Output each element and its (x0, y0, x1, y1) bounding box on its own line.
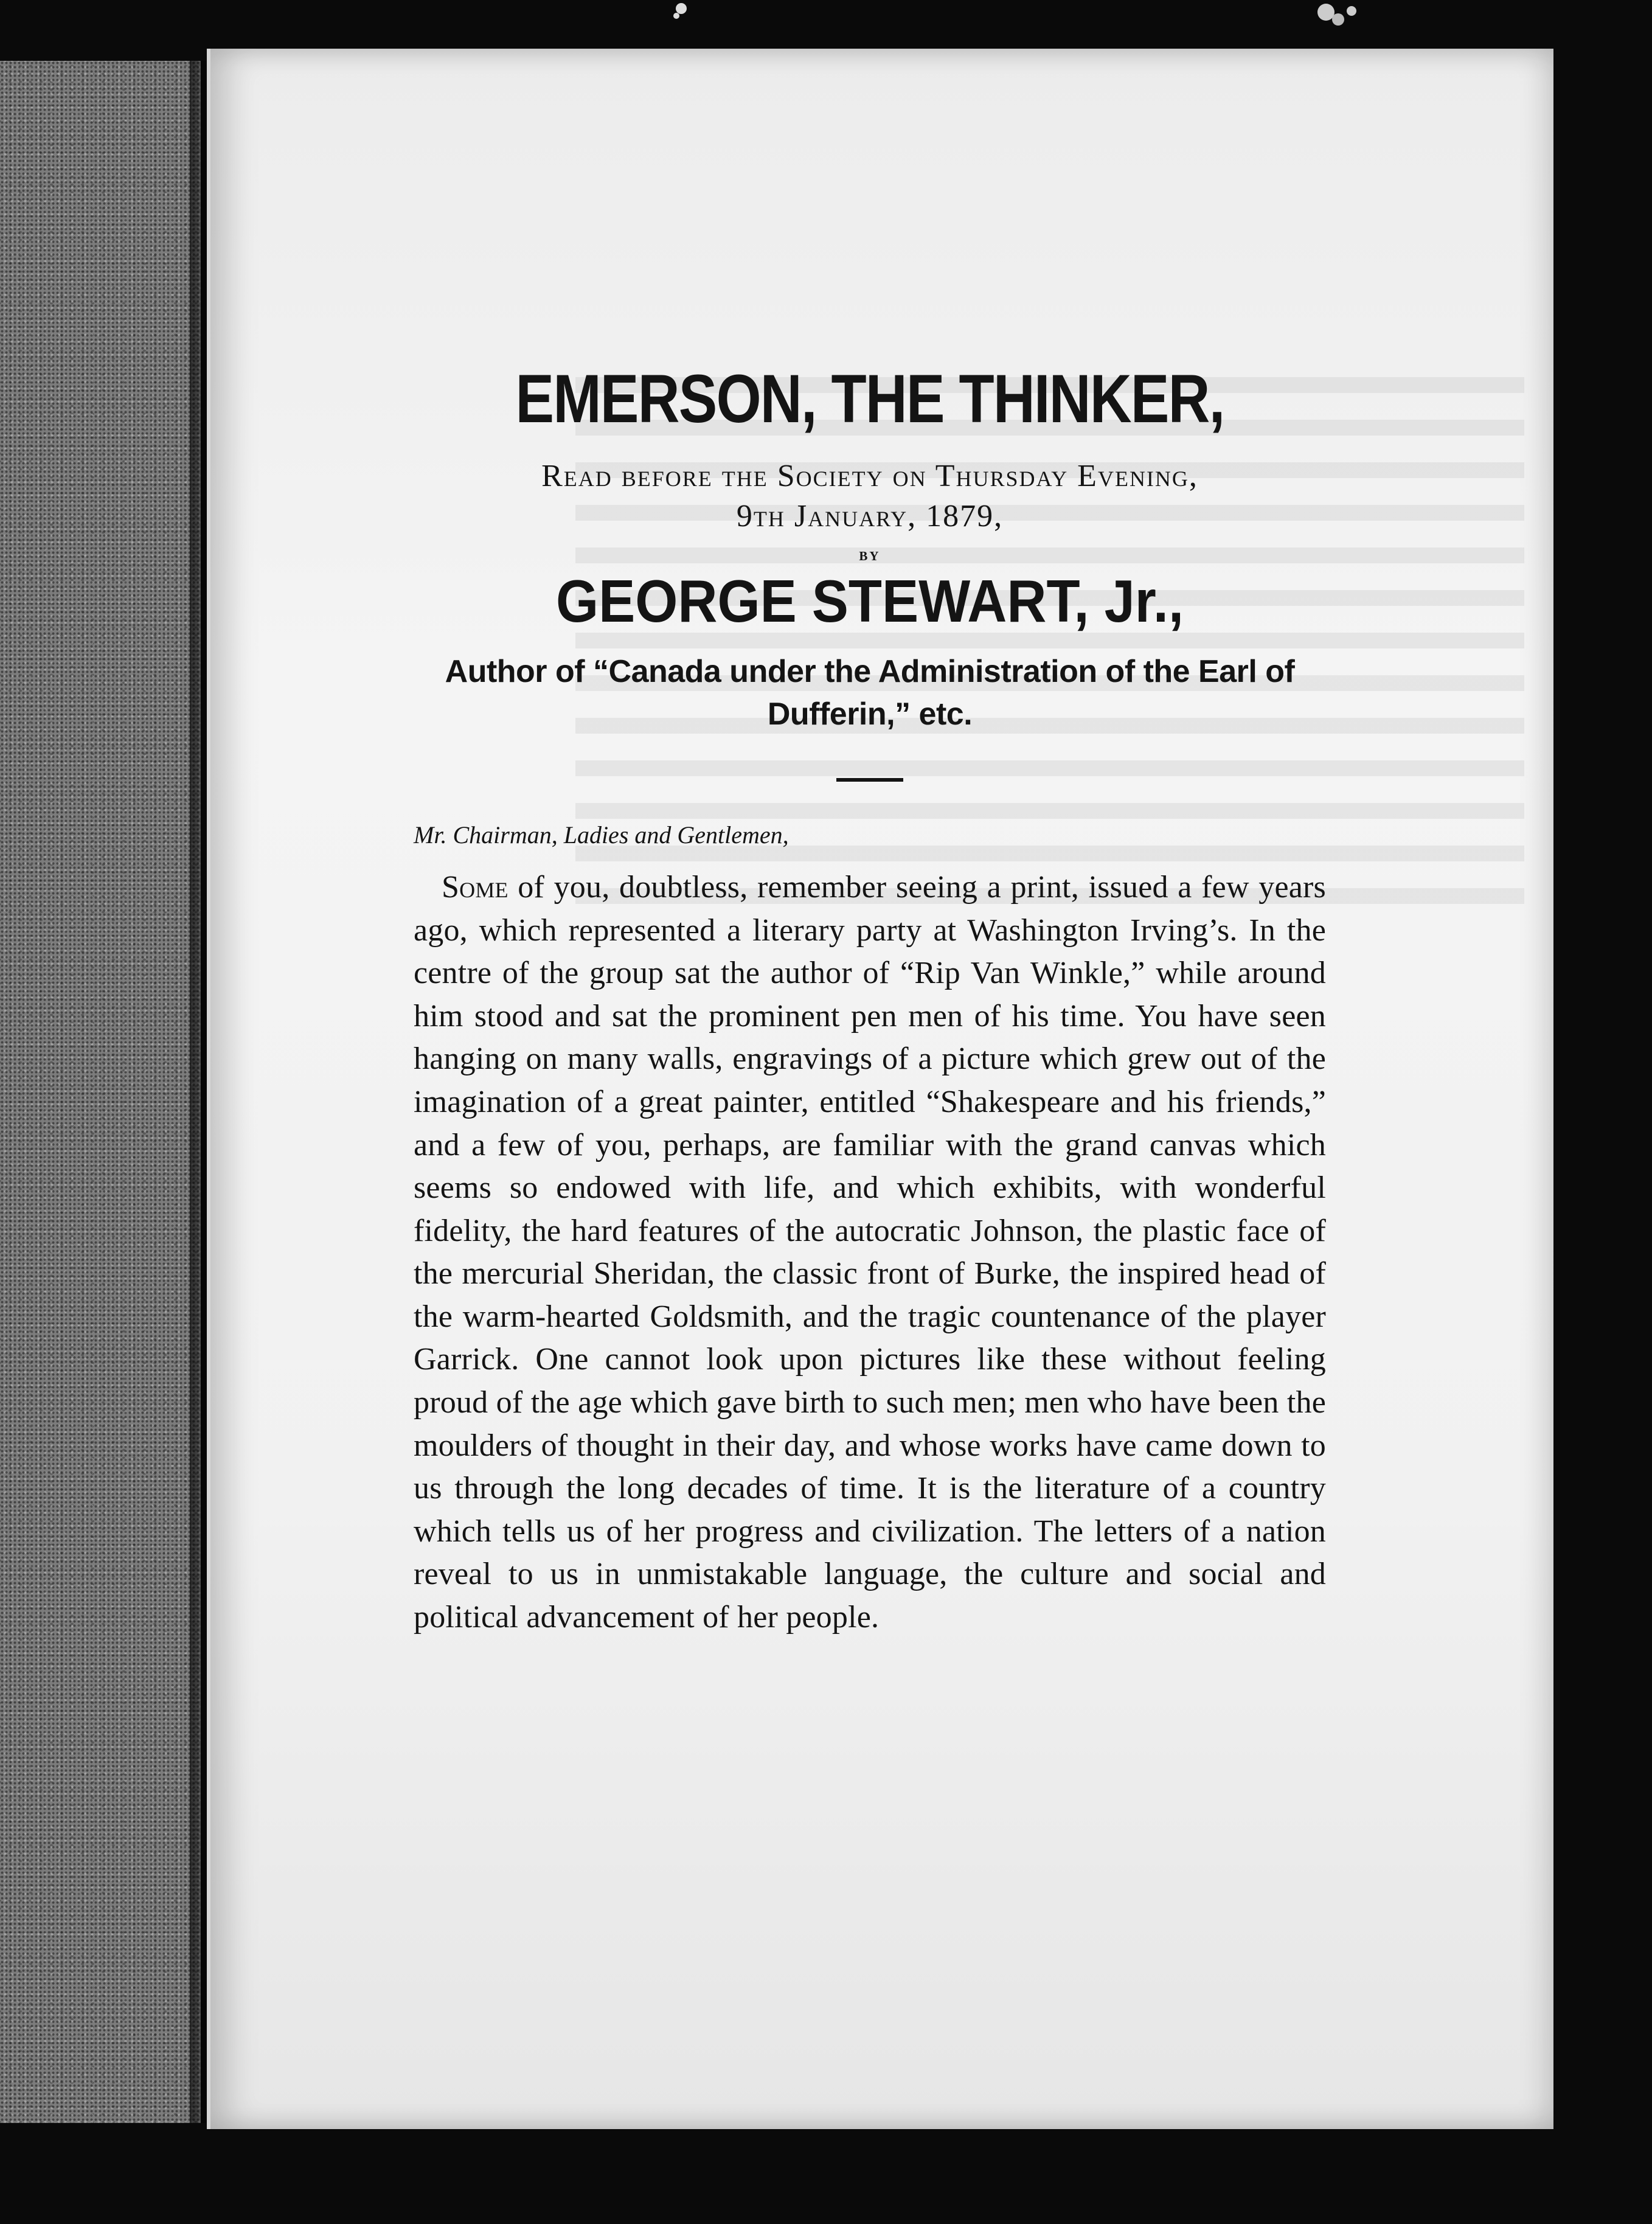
author-credit: Author of “Canada under the Administration of the Earl of Dufferin,” etc. (445, 653, 1295, 732)
salutation: Mr. Chairman, Ladies and Gentlemen, (414, 821, 789, 849)
by-label: by (859, 544, 881, 565)
body-paragraph (414, 866, 1326, 1639)
scan-edge-marks (0, 0, 1652, 36)
section-divider (836, 778, 903, 782)
document-content (414, 341, 1326, 1671)
body-paragraph-text: of you, doubtless, remember seeing a print, issued a few years ago, which represented a literary party at Washington Irving’s. In the centre of the group sat the author of “Rip Van Winkle,” while around him stood and sat the prominent pen men of his time. You have seen hanging on many walls, engravings of a picture which grew out of the imagination of a great painter, entitled “Shakespeare and his friends,” and a few of you, perhaps, are familiar with the grand canvas which seems so endowed with life, and which exhibits, with wonderful fidelity, the hard features of the autocratic Johnson, the plastic face of the mercurial Sheridan, the classic front of Burke, the inspired head of the warm-hearted Goldsmith, and the tragic countenance of the player Garrick. One cannot look upon pictures like these without feeling proud of the age which gave birth to such men; men who have been the moulders of thought in their day, and whose works have came down to us through the long decades of time. It is the literature of a country which tells us of her progress and civilization. The letters of a nation reveal to us in unmistakable language, the culture and social and political advancement of her people. (414, 869, 1326, 1635)
document-subtitle: Read before the Society on Thursday Evening, (541, 459, 1198, 493)
document-title: EMERSON, THE THINKER, (515, 361, 1224, 437)
book-binding-edge (0, 61, 201, 2123)
author-name: GEORGE STEWART, Jr., (555, 567, 1184, 634)
body-lead-word: Some (442, 869, 508, 905)
document-date: 9th January, 1879, (736, 499, 1004, 534)
